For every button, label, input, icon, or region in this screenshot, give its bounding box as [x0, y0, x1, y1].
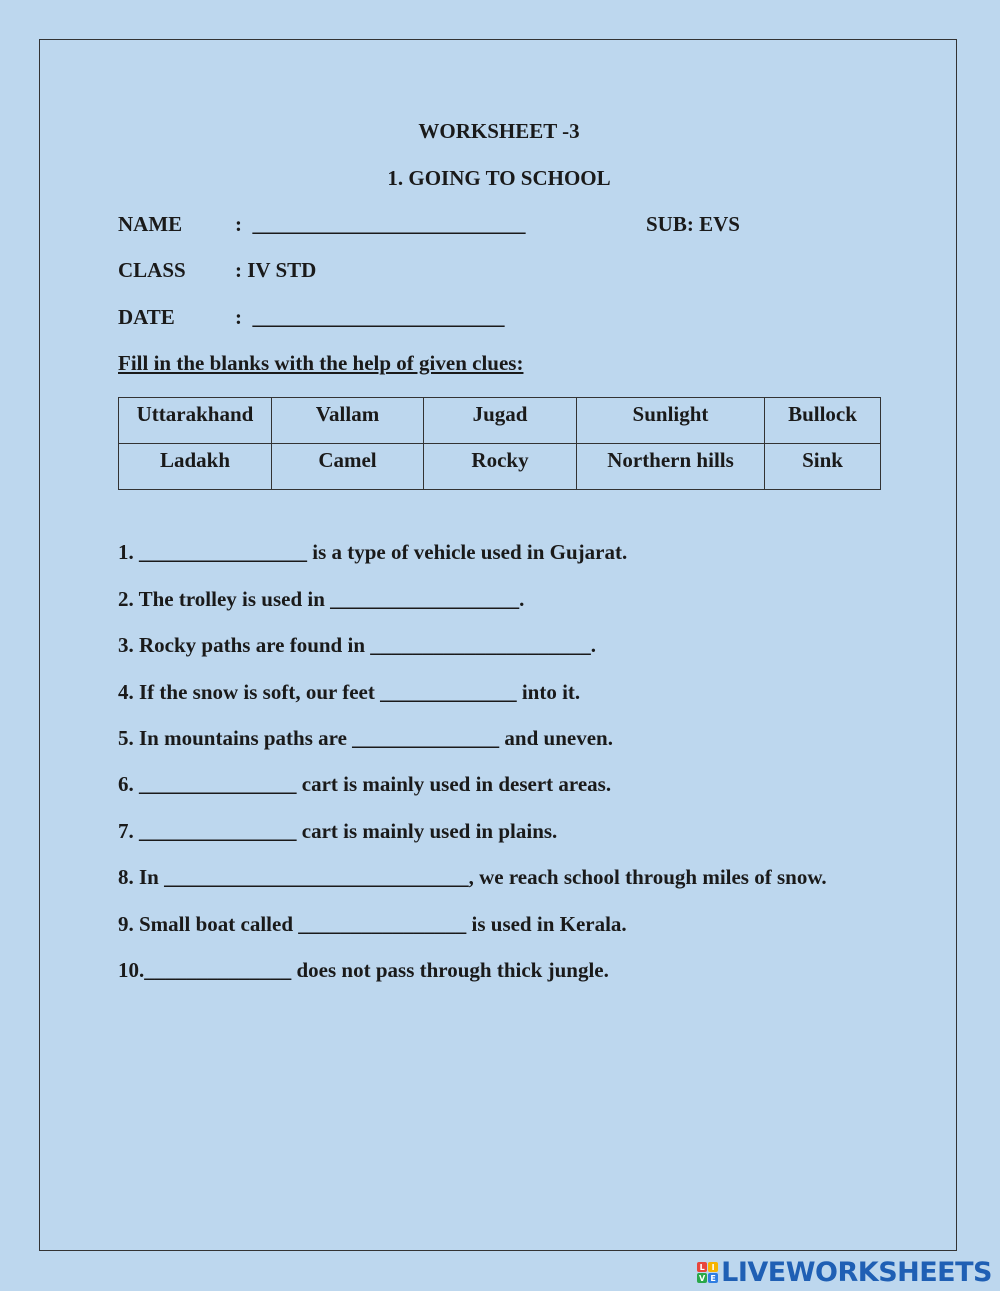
logo-letter-v: V — [699, 1273, 706, 1283]
worksheet-page — [39, 39, 957, 1251]
class-label: CLASS — [118, 258, 186, 282]
clues-table — [118, 397, 881, 490]
clue-cell: Sunlight — [577, 398, 765, 444]
clue-cell: Vallam — [272, 398, 424, 444]
clue-cell: Bullock — [765, 398, 881, 444]
liveworksheets-logo — [697, 1257, 992, 1288]
question-2[interactable]: 2. The trolley is used in __________________. — [118, 587, 525, 611]
date-label: DATE — [118, 305, 175, 329]
clue-cell: Jugad — [424, 398, 577, 444]
question-5[interactable]: 5. In mountains paths are ______________ and uneven. — [118, 726, 613, 750]
question-8[interactable]: 8. In _____________________________, we reach school through miles of snow. — [118, 865, 827, 889]
date-field[interactable]: : ________________________ — [235, 305, 505, 329]
name-label: NAME — [118, 212, 183, 236]
question-9[interactable]: 9. Small boat called ________________ is used in Kerala. — [118, 912, 627, 936]
clues-row — [119, 398, 881, 444]
name-field[interactable]: : __________________________ — [235, 212, 526, 236]
question-1[interactable]: 1. ________________ is a type of vehicle used in Gujarat. — [118, 540, 628, 564]
clue-cell: Northern hills — [577, 444, 765, 490]
clues-row — [119, 444, 881, 490]
logo-mark-icon — [697, 1262, 718, 1283]
subject-label: SUB: EVS — [646, 212, 740, 236]
question-4[interactable]: 4. If the snow is soft, our feet _____________ into it. — [118, 680, 581, 704]
clue-cell: Sink — [765, 444, 881, 490]
class-value: : IV STD — [235, 258, 317, 282]
instruction: Fill in the blanks with the help of given clues: — [118, 351, 524, 375]
logo-text: LIVEWORKSHEETS — [721, 1257, 992, 1288]
question-6[interactable]: 6. _______________ cart is mainly used in desert areas. — [118, 772, 612, 796]
question-10[interactable]: 10.______________ does not pass through thick jungle. — [118, 958, 609, 982]
question-3[interactable]: 3. Rocky paths are found in _____________________. — [118, 633, 596, 657]
clue-cell: Ladakh — [119, 444, 272, 490]
clue-cell: Rocky — [424, 444, 577, 490]
logo-letter-i: I — [708, 1262, 718, 1272]
question-7[interactable]: 7. _______________ cart is mainly used in plains. — [118, 819, 558, 843]
logo-letter-e: E — [708, 1273, 718, 1283]
logo-letter-l: L — [697, 1262, 707, 1272]
clue-cell: Camel — [272, 444, 424, 490]
chapter-title: 1. GOING TO SCHOOL — [387, 166, 611, 190]
clue-cell: Uttarakhand — [119, 398, 272, 444]
worksheet-title: WORKSHEET -3 — [418, 119, 580, 143]
